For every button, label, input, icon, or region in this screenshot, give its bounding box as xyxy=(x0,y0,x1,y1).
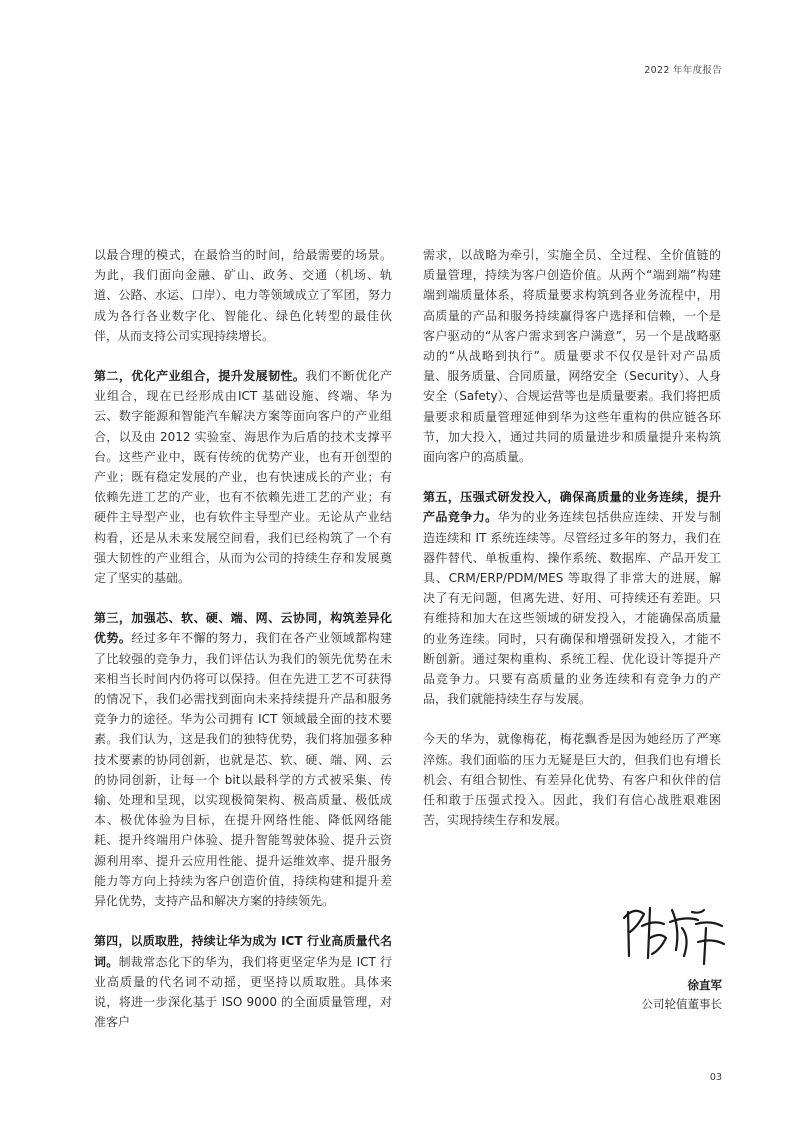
paragraph-1 xyxy=(94,245,392,346)
signatory-title: 公司轮值董事长 xyxy=(641,997,722,1011)
paragraph-4 xyxy=(94,931,392,1032)
paragraph-text: 我们不断优化产业组合，现在已经形成由ICT 基础设施、终端、华为云、数字能源和智能汽车解决方案等面向客户的产业组合，以及由 2012 实验室、海思作为后盾的技术支撑平台。这些产业中，既有传统的优势产业，也有开创型的产业；既有稳定发展的产业，也有快速成长的产业；有依赖先进工艺的产业，也有不依赖先进工艺的产业；有硬件主导型产业，也有软件主导型产业。无论从产业结构看，还是从未来发展空间看，我们已经构筑了一个有强大韧性的产业组合，从而为公司的持续生存和发展奠定了坚实的基础。 xyxy=(94,369,392,586)
paragraph-text: 制裁常态化下的华为，我们将更坚定华为是 ICT 行业高质量的代名词不动摇，更坚持以质取胜。具体来说，将进一步深化基于 ISO 9000 的全面质量管理，对准客户 xyxy=(94,954,392,1030)
paragraph-7 xyxy=(423,729,721,830)
page-number: 03 xyxy=(709,1072,722,1083)
paragraph-lead: 第五，压强式研发投入，确保高质量的业务连续，提升产品竞争力。 xyxy=(423,490,721,525)
paragraph-lead: 第三，加强芯、软、硬、端、网、云协同，构筑差异化优势。 xyxy=(94,611,392,646)
paragraph-text: 今天的华为，就像梅花，梅花飘香是因为她经历了严寒淬炼。我们面临的压力无疑是巨大的，但我们也有增长机会、有组合韧性、有差异化优势、有客户和伙伴的信任和敢于压强式投入。因此，我们有信心战胜艰难困苦，实现持续生存和发展。 xyxy=(423,732,721,828)
paragraph-5 xyxy=(423,245,721,467)
paragraph-3 xyxy=(94,608,392,911)
paragraph-text: 经过多年不懈的努力，我们在各产业领域都构建了比较强的竞争力，我们评估认为我们的领先优势在未来相当长时间内仍将可以保持。但在先进工艺不可获得的情况下，我们必需找到面向未来持续提升产品和服务竞争力的途径。华为公司拥有 ICT 领域最全面的技术要素。我们认为，这是我们的独特优势，我们将加强多种技术要素的协同创新，也就是芯、软、硬、端、网、云的协同创新，让每一个 bit以最科学的方式被采集、传输、处理和呈现，以实现极简架构、极高质量、极低成本、极优体验为目标，在提升网络性能、降低网络能耗、提升终端用户体验、提升智能驾驶体验、提升云资源利用率、提升云应用性能、提升运维效率、提升服务能力等方向上持续为客户创造价值，持续构建和提升差异化优势，支持产品和解决方案的持续领先。 xyxy=(94,631,392,909)
left-column xyxy=(94,245,392,1052)
paragraph-lead: 第二，优化产业组合，提升发展韧性。 xyxy=(94,369,306,384)
paragraph-text: 需求，以战略为牵引，实施全员、全过程、全价值链的质量管理，持续为客户创造价值。从两个“端到端”构建端到端质量体系，将质量要求构筑到各业务流程中，用高质量的产品和服务持续赢得客户选择和信赖，一个是客户驱动的“从客户需求到客户满意”，另一个是战略驱动的“从战略到执行”。质量要求不仅仅是针对产品质量、服务质量、合同质量，网络安全（Security）、人身安全（Safety）、合规运营等也是质量要素。我们将把质量要求和质量管理延伸到华为这些年重构的供应链各环节，加大投入，通过共同的质量进步和质量提升来构筑面向客户的高质量。 xyxy=(423,248,721,465)
signatory-name: 徐直军 xyxy=(687,978,722,992)
paragraph-lead: 第四，以质取胜，持续让华为成为 ICT 行业高质量代名词。 xyxy=(94,934,392,969)
right-column xyxy=(423,245,721,850)
paragraph-6 xyxy=(423,487,721,709)
paragraph-text: 华为的业务连续包括供应连续、开发与制造连续和 IT 系统连续等。尽管经过多年的努力，我们在器件替代、单板重构、操作系统、数据库、产品开发工具、CRM/ERP/PDM/MES 等取得了非常大的进展，解决了有无问题，但离先进、好用、可持续还有差距。只有维持和加大在这些领域的研发投入，才能确保高质量的业务连续。同时，只有确保和增强研发投入，才能不断创新。通过架构重构、系统工程、优化设计等提升产品竞争力。只要有高质量的业务连续和有竞争力的产品，我们就能持续生存与发展。 xyxy=(423,510,721,707)
paragraph-text: 以最合理的模式，在最恰当的时间，给最需要的场景。为此，我们面向金融、矿山、政务、交通（机场、轨道、公路、水运、口岸）、电力等领域成立了军团，努力成为各行各业数字化、智能化、绿色化转型的最佳伙伴，从而支持公司实现持续增长。 xyxy=(94,248,392,343)
paragraph-2 xyxy=(94,366,392,588)
handwritten-signature xyxy=(620,898,730,968)
report-title: 2022 年年度报告 xyxy=(644,65,722,76)
